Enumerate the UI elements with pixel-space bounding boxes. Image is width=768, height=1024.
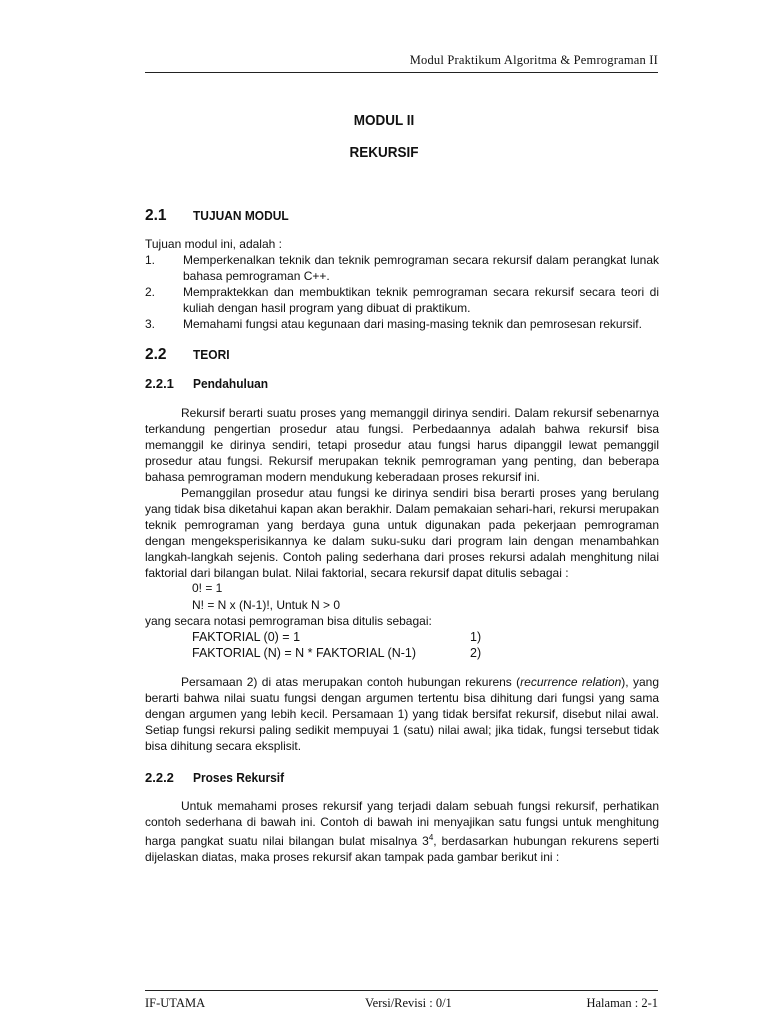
list-text: Mempraktekkan dan membuktikan teknik pemrograman secara rekursif secara teori di kuliah dengan hasil program yang dibuat di praktikum.	[183, 285, 659, 315]
paragraph-text: ), yang berarti bahwa nilai suatu fungsi dengan argumen tertentu bisa dihitung dari fungsi yang sama dengan argumen yang lebih kecil. Persamaan 1) yang tidak bersifat rekursif, disebut nilai awal. Setiap fungsi rekursi paling sedikit mempuyai 1 (satu) nilai awal; jika tidak, fungsi tersebut tidak bisa dihitung secara eksplisit.	[145, 675, 659, 753]
list-item	[145, 316, 659, 332]
paragraph: Pemanggilan prosedur atau fungsi ke dirinya sendiri bisa berarti proses yang berulang yang tidak bisa diketahui kapan akan berakhir. Dalam pemakaian sehari-hari, rekursi merupakan teknik pemrograman yang berdaya guna untuk digunakan pada pekerjaan pemrograman dengan mengeksperisikannya ke dalam suku-suku dari program lain dengan menambahkan langkah-langkah sejenis. Contoh paling sederhana dari proses rekursi adalah menghitung nilai faktorial dari bilangan bulat. Nilai faktorial, secara rekursif dapat ditulis sebagai :	[145, 486, 659, 580]
header-divider	[145, 72, 658, 73]
paragraph-text: , berdasarkan hubungan rekurens seperti dijelaskan diatas, maka proses rekursif akan tampak pada gambar berikut ini :	[145, 834, 659, 864]
list-number: 3.	[145, 317, 156, 331]
subsection-title: Pendahuluan	[193, 376, 269, 391]
list-item	[145, 252, 659, 284]
paragraph: Rekursif berarti suatu proses yang memanggil dirinya sendiri. Dalam rekursif sebenarnya terkandung pengertian prosedur atau fungsi. Perbedaannya adalah bahwa rekursif bisa memanggil ke dirinya sendiri, tetapi prosedur atau fungsi harus dipanggil lewat pemanggil prosedur atau fungsi. Rekursif merupakan teknik pemrograman yang penting, dan beberapa bahasa pemrograman modern mendukung keberadaan proses rekursif ini.	[145, 406, 659, 484]
module-title: MODUL II	[353, 112, 415, 129]
footer-left: IF-UTAMA	[145, 996, 206, 1010]
list-text: Memperkenalkan teknik dan teknik pemrograman secara rekursif dalam perangkat lunak bahasa pemrograman C++.	[183, 253, 659, 283]
code-faktorial-base: FAKTORIAL (0) = 1	[192, 630, 301, 644]
section-number: 2.1	[145, 207, 167, 224]
formula-base: 0! = 1	[192, 581, 223, 595]
subsection-number: 2.2.2	[145, 770, 174, 785]
exponent: 4	[428, 833, 434, 842]
tujuan-block	[145, 236, 659, 332]
emphasis-term: recurrence relation	[520, 675, 622, 689]
running-header: Modul Praktikum Algoritma & Pemrograman II	[409, 53, 658, 67]
tujuan-list	[145, 252, 659, 332]
section-heading-teori	[145, 346, 233, 364]
section-number: 2.2	[145, 346, 167, 363]
footer-page: Halaman : 2-1	[586, 996, 658, 1010]
paragraph-text: Untuk memahami proses rekursif yang terjadi dalam sebuah fungsi rekursif, perhatikan contoh sederhana di bawah ini. Contoh di bawah ini menyajikan satu fungsi untuk menghitung harga pangkat suatu nilai bilangan bulat misalnya 3	[145, 799, 659, 848]
equation-ref-2: 2)	[470, 646, 482, 660]
subsection-title: Proses Rekursif	[193, 770, 285, 785]
section-title: TEORI	[193, 347, 230, 362]
code-faktorial-recursive: FAKTORIAL (N) = N * FAKTORIAL (N-1)	[192, 646, 417, 660]
footer-divider	[145, 990, 658, 991]
subsection-heading-proses	[145, 770, 292, 785]
formula-recursive: N! = N x (N-1)!, Untuk N > 0	[192, 598, 341, 612]
tujuan-intro: Tujuan modul ini, adalah :	[145, 237, 282, 251]
notation-text: yang secara notasi pemrograman bisa ditulis sebagai:	[145, 614, 432, 628]
pendahuluan-paragraphs	[145, 405, 659, 581]
list-item	[145, 284, 659, 316]
subsection-heading-pendahuluan	[145, 376, 275, 391]
recurrence-paragraph	[145, 674, 659, 754]
module-subtitle: REKURSIF	[349, 144, 419, 161]
footer-version: Versi/Revisi : 0/1	[365, 996, 452, 1010]
subsection-number: 2.2.1	[145, 376, 174, 391]
list-text: Memahami fungsi atau kegunaan dari masing-masing teknik dan pemrosesan rekursif.	[183, 317, 642, 331]
paragraph	[145, 798, 659, 865]
proses-paragraph	[145, 798, 659, 865]
list-number: 1.	[145, 253, 156, 267]
paragraph-text: Persamaan 2) di atas merupakan contoh hubungan rekurens (	[181, 675, 521, 689]
list-number: 2.	[145, 285, 156, 299]
section-title: TUJUAN MODUL	[193, 208, 289, 223]
paragraph	[145, 674, 659, 754]
section-heading-tujuan	[145, 207, 297, 225]
equation-ref-1: 1)	[470, 630, 482, 644]
